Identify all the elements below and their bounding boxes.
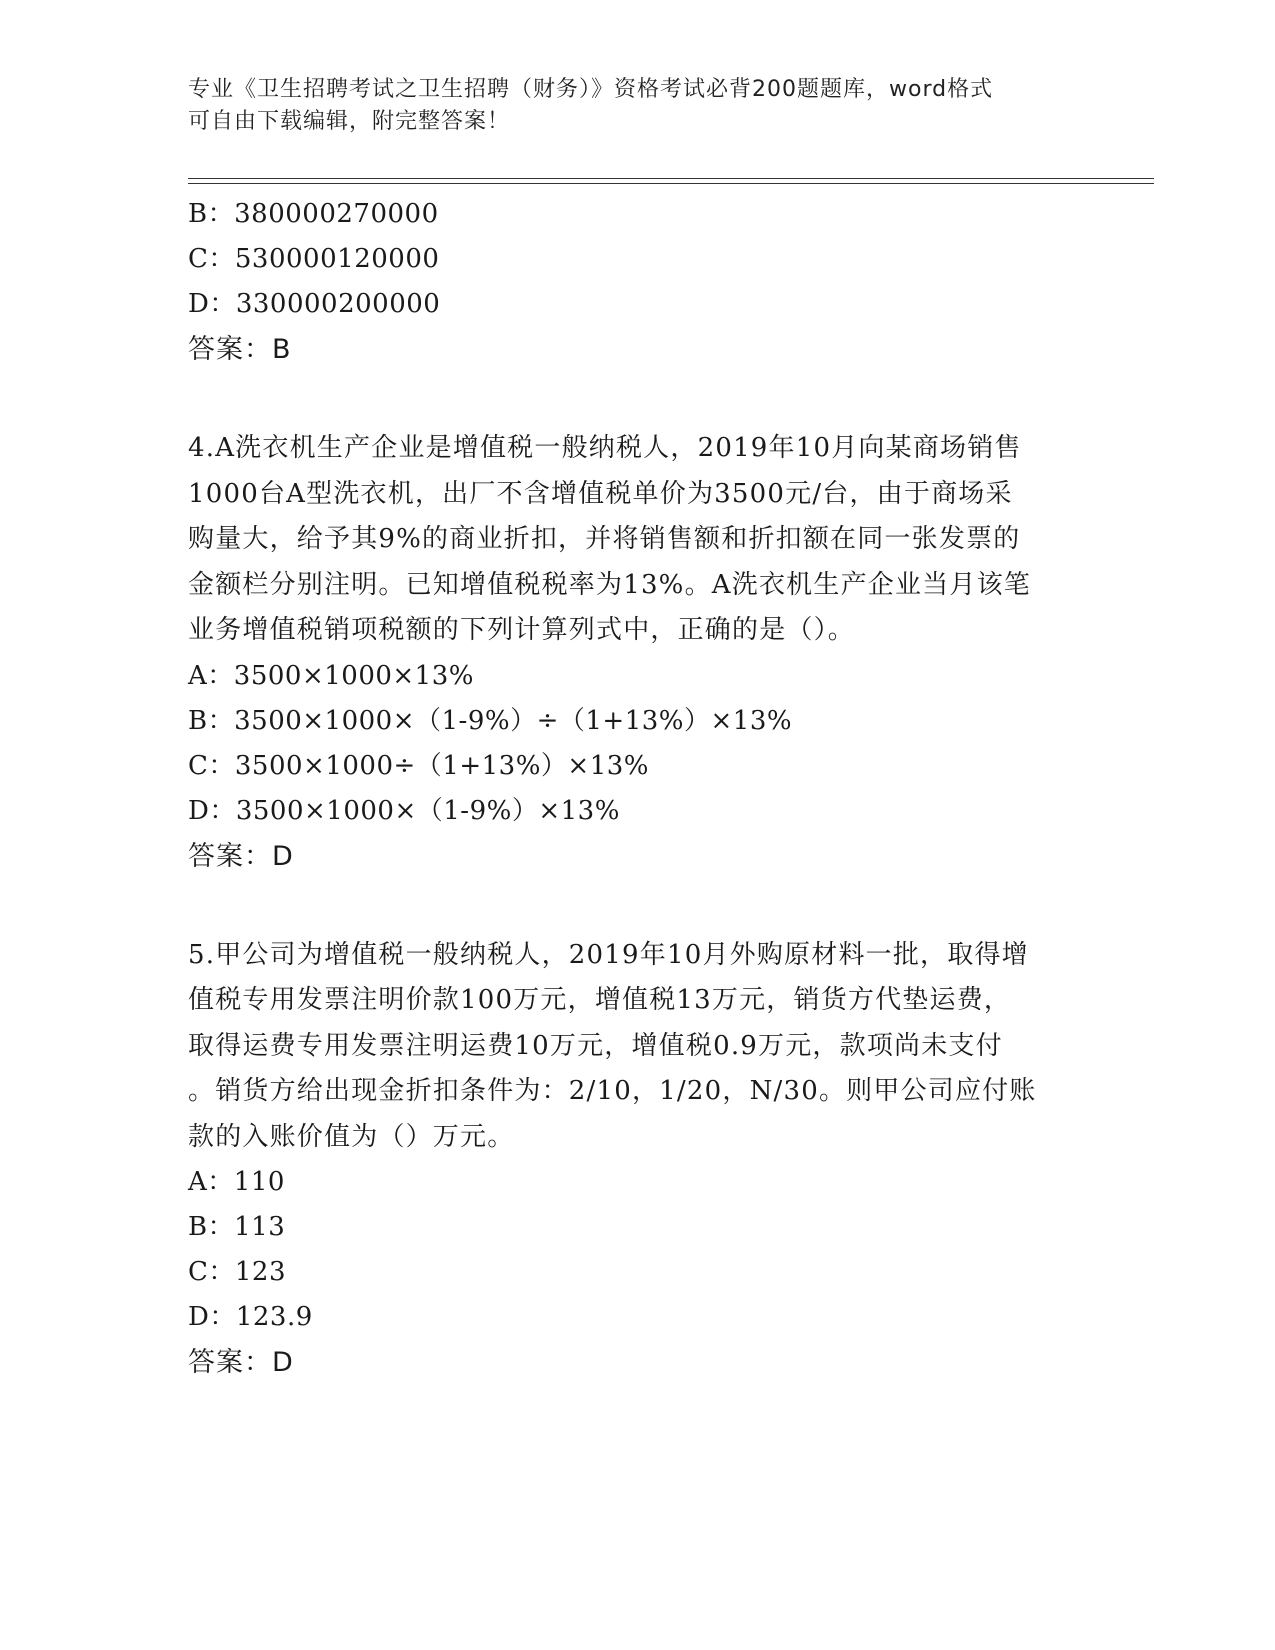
question-stem-line: 取得运费专用发票注明运费10万元，增值税0.9万元，款项尚未支付 [188,1030,1003,1061]
question-stem-line: 购量大，给予其9%的商业折扣，并将销售额和折扣额在同一张发票的 [188,524,1021,554]
question-3-tail [188,192,1088,372]
option-b: B：3500×1000×（1-9%）÷（1+13%）×13% [188,705,793,736]
question-stem-line: 。销货方给出现金折扣条件为：2/10，1/20，N/30。则甲公司应付账 [188,1076,1037,1106]
question-list [188,192,1088,1385]
option-d: D：3500×1000×（1-9%）×13% [188,795,620,826]
question-5 [188,933,1088,1386]
answer-line: 答案：D [188,840,294,872]
option-d: D：123.9 [188,1302,313,1332]
option-a: A：3500×1000×13% [188,660,474,691]
option-b: B：380000270000 [188,199,439,229]
option-a: A：110 [188,1167,285,1197]
answer-line: 答案：B [188,334,292,365]
question-stem [188,426,1068,654]
question-stem-line: 款的入账价值为（）万元。 [188,1121,515,1152]
header-title-line-2: 可自由下载编辑，附完整答案！ [188,109,511,134]
option-d: D：330000200000 [188,289,441,319]
answer-line: 答案：D [188,1347,294,1378]
option-c: C：3500×1000÷（1+13%）×13% [188,750,649,781]
question-stem-line: 业务增值税销项税额的下列计算列式中，正确的是（）。 [188,615,856,645]
option-c: C：123 [188,1257,287,1287]
question-stem-line: 值税专用发票注明价款100万元，增值税13万元，销货方代垫运费， [188,985,1012,1015]
option-c: C：530000120000 [188,244,440,274]
question-stem-line: 金额栏分别注明。已知增值税税率为13%。A洗衣机生产企业当月该笔 [188,569,1031,600]
question-stem-line: 1000台A型洗衣机，出厂不含增值税单价为3500元/台，由于商场采 [188,478,1013,509]
option-b: B：113 [188,1212,286,1242]
question-stem-line: 5.甲公司为增值税一般纳税人，2019年10月外购原材料一批，取得增 [188,939,1029,970]
question-stem-line: 4.A洗衣机生产企业是增值税一般纳税人，2019年10月向某商场销售 [188,433,1022,463]
header-title-line-1: 专业《卫生招聘考试之卫生招聘（财务）》资格考试必背200题题库，word格式 [188,77,994,102]
header-double-rule [188,178,1154,184]
document-header [188,74,1088,138]
question-stem [188,933,1068,1161]
question-4 [188,426,1088,879]
